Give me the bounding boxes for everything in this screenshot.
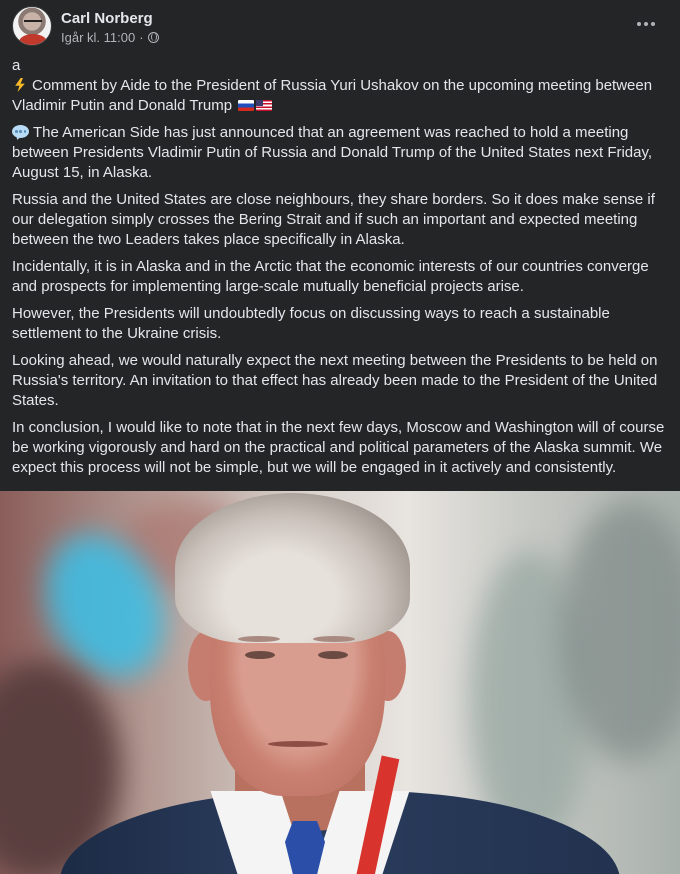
globe-icon[interactable] bbox=[148, 32, 159, 43]
post-meta bbox=[61, 30, 159, 45]
headline-text: Comment by Aide to the President of Russia Yuri Ushakov on the upcoming meeting between Vladimir Putin and Donald Trump bbox=[12, 77, 653, 114]
flag-usa-icon bbox=[256, 100, 272, 111]
photo-mouth bbox=[268, 741, 328, 747]
post-paragraph: However, the Presidents will undoubtedly focus on discussing ways to reach a sustainable settlement to the Ukraine crisis. bbox=[12, 305, 610, 342]
photo-hair bbox=[175, 493, 410, 643]
post-body bbox=[12, 56, 670, 485]
post-paragraph: Incidentally, it is in Alaska and in the Arctic that the economic interests of our countries converge and prospects for implementing large-scale mutually beneficial projects arise. bbox=[12, 258, 649, 295]
avatar-glasses bbox=[24, 20, 42, 26]
post-paragraph: a bbox=[12, 57, 21, 74]
post-paragraph: Russia and the United States are close neighbours, they share borders. So it does make sense if our delegation simply crosses the Bering Strait and if such an important and expected meeting between the two Leaders takes place specifically in Alaska. bbox=[12, 191, 655, 248]
more-dot bbox=[644, 22, 648, 26]
author-avatar[interactable] bbox=[12, 6, 52, 46]
photo-eyebrow bbox=[313, 636, 355, 642]
post-paragraph: In conclusion, I would like to note that in the next few days, Moscow and Washington will of course be working vigorously and hard on the practical and political parameters of the Alaska summit. We expect this process will not be simple, but we will be engaged in it actively and consistently. bbox=[12, 419, 665, 476]
post-header bbox=[12, 6, 668, 50]
speech-bubble-icon bbox=[12, 125, 29, 140]
more-dot bbox=[637, 22, 641, 26]
more-options-button[interactable] bbox=[630, 10, 662, 38]
post-photo[interactable] bbox=[0, 491, 680, 874]
post-headline bbox=[12, 76, 670, 116]
meta-separator: · bbox=[139, 30, 144, 45]
photo-eye bbox=[318, 651, 348, 659]
post-timestamp[interactable]: Igår kl. 11:00 bbox=[61, 30, 136, 45]
bolt-icon bbox=[12, 77, 28, 93]
avatar-shirt bbox=[19, 34, 47, 46]
photo-eyebrow bbox=[238, 636, 280, 642]
photo-eye bbox=[245, 651, 275, 659]
more-dot bbox=[651, 22, 655, 26]
paragraph-text: The American Side has just announced that an agreement was reached to hold a meeting between Presidents Vladimir Putin of Russia and Donald Trump of the United States next Friday, August 15, in Alaska. bbox=[12, 124, 653, 181]
flag-russia-icon bbox=[238, 100, 254, 111]
post-paragraph: Looking ahead, we would naturally expect the next meeting between the Presidents to be held on Russia's territory. An invitation to that effect has already been made to the President of the United States. bbox=[12, 352, 658, 409]
post-paragraph bbox=[12, 123, 670, 183]
author-name[interactable]: Carl Norberg bbox=[61, 10, 153, 27]
photo-tie bbox=[285, 821, 325, 874]
